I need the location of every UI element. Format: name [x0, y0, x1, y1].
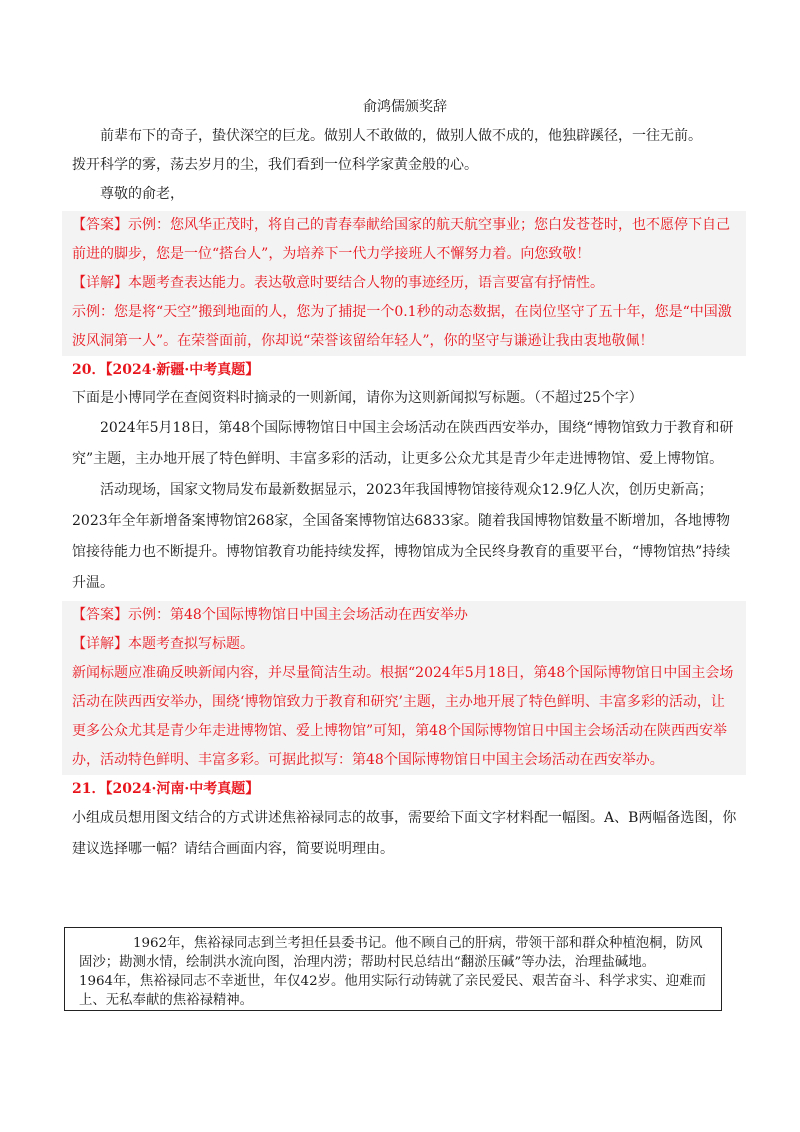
poem-title: 俞鸿儒颁奖辞: [363, 99, 447, 115]
answer-label: 【答案】: [72, 217, 128, 233]
q20-prompt: 下面是小博同学在查阅资料时摘录的一则新闻，请你为这则新闻拟写标题。（不超过25个字）: [72, 390, 643, 406]
q20-explanation: 新闻标题应准确反映新闻内容，并尽量简洁生动。根据“2024年5月18日，第48个国际博物馆日中国主会场活动在陕西西安举办，围绕‘博物馆致力于教育和研究’主题，主办地开展了特色鲜明、丰富多彩的活动，让更多公众尤其是青少年走进博物馆、爱上博物馆”可知，第48个国际博物馆日中国主会场活动在陕西西安举办，活动特色鲜明、丰富多彩。可据此拟写：第48个国际博物馆日中国主会场活动在西安举办。: [72, 665, 734, 768]
material-para-2: 1964年，焦裕禄同志不幸逝世，年仅42岁。他用实际行动铸就了亲民爱民、艰苦奋斗、科学求实、迎难而上、无私奉献的焦裕禄精神。: [79, 974, 706, 1008]
q20-answer-block: [62, 601, 746, 775]
q21-prompt: 小组成员想用图文结合的方式讲述焦裕禄同志的故事，需要给下面文字材料配一幅图。A、B两幅备选图，你建议选择哪一幅？请结合画面内容，简要说明理由。: [72, 810, 737, 857]
q19-answer: [72, 211, 738, 269]
q20-news-para-2: 活动现场，国家文物局发布最新数据显示，2023年我国博物馆接待观众12.9亿人次，创历史新高；2023年全年新增备案博物馆268家，全国备案博物馆达6833家。随着我国博物馆数量不断增加，各地博物馆接待能力也不断提升。博物馆教育功能持续发挥，博物馆成为全民终身教育的重要平台，“博物馆热”持续升温。: [72, 482, 731, 591]
q21-heading: 21．【2024·河南·中考真题】: [72, 781, 260, 797]
q19-example: 示例：您是将“天空”搬到地面的人，您为了捕捉一个0.1秒的动态数据，在岗位坚守了五十年，您是“中国激波风洞第一人”。在荣誉面前，你却说“荣誉该留给年轻人”，你的坚守与谦逊让我由衷地敬佩！: [72, 304, 732, 349]
intro-line-2: 拨开科学的雾，荡去岁月的尘，我们看到一位科学家黄金般的心。: [72, 157, 478, 173]
q20-answer: [72, 601, 738, 630]
intro-line-1: 前辈布下的奇子，蛰伏深空的巨龙。做别人不敢做的，做别人做不成的，他独辟蹊径，一往无前。: [100, 128, 702, 144]
answer-text: 示例：第48个国际博物馆日中国主会场活动在西安举办: [128, 607, 468, 623]
q20-detail: [72, 630, 738, 659]
q19-detail: [72, 269, 738, 298]
detail-label: 【详解】: [72, 275, 128, 291]
answer-label: 【答案】: [72, 607, 128, 623]
q19-answer-block: [62, 211, 746, 356]
detail-text: 本题考查表达能力。表达敬意时要结合人物的事迹经历，语言要富有抒情性。: [128, 275, 604, 291]
material-para-1: 1962年，焦裕禄同志到兰考担任县委书记。他不顾自己的肝病，带领干部和群众种植泡桐，防风固沙；勘测水情，绘制洪水流向图，治理内涝；帮助村民总结出“翻淤压碱”等办法，治理盐碱地。: [79, 936, 703, 970]
detail-text: 本题考查拟写标题。: [128, 636, 254, 652]
q20-news-para-1: 2024年5月18日，第48个国际博物馆日中国主会场活动在陕西西安举办，围绕“博物馆致力于教育和研究”主题，主办地开展了特色鲜明、丰富多彩的活动，让更多公众尤其是青少年走进博物馆、爱上博物馆。: [72, 420, 734, 467]
intro-line-3: 尊敬的俞老，: [100, 186, 184, 202]
detail-label: 【详解】: [72, 636, 128, 652]
answer-text: 示例：您风华正茂时，将自己的青春奉献给国家的航天航空事业；您白发苍苍时，也不愿停下自己前进的脚步，您是一位“搭台人”，为培养下一代力学接班人不懈努力着。向您致敬！: [72, 217, 730, 262]
document-page: [72, 96, 738, 865]
q21-material-box: [64, 927, 722, 1011]
q20-heading: 20．【2024·新疆·中考真题】: [72, 362, 260, 378]
